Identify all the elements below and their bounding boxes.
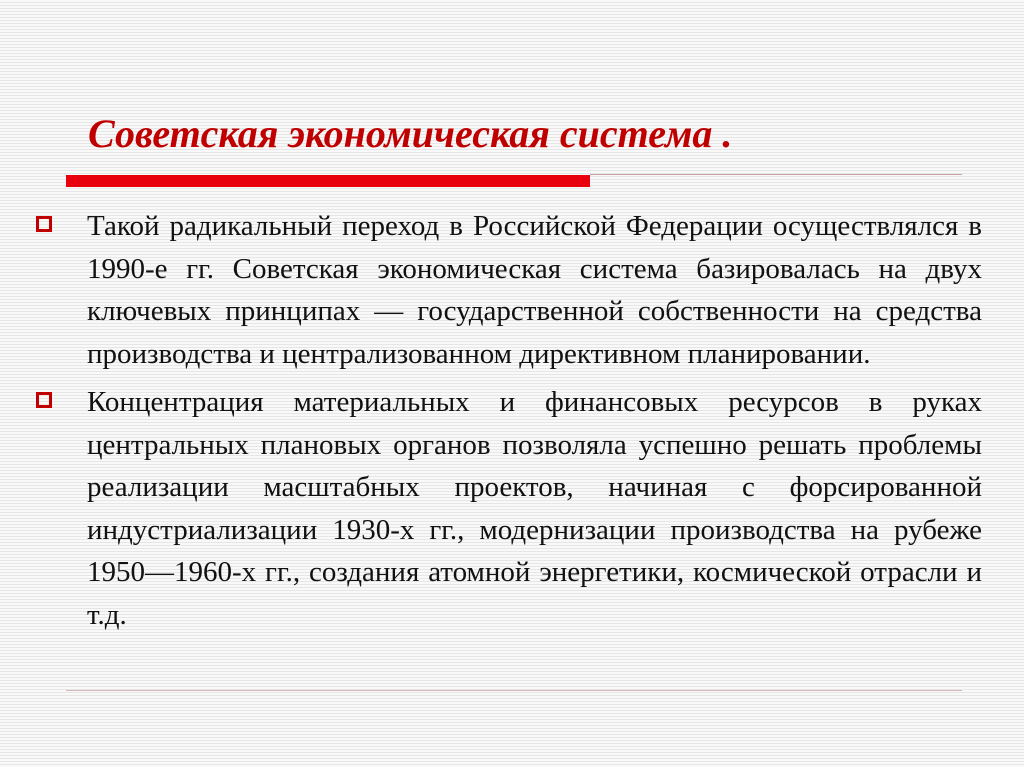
bullet-text-1: Такой радикальный переход в Российской Федерации осуществлялся в 1990-е гг. Советская экономическая система базировалась на двух ключевых принципах — государственной собственности на средства производства и централизованном директивном планировании. — [87, 210, 982, 370]
slide-body — [30, 205, 982, 642]
bullet-text-2: Концентрация материальных и финансовых ресурсов в руках центральных плановых органов позволяла успешно решать проблемы реализации масштабных проектов, начиная с форсированной индустриализации 1930-х гг., модернизации производства на рубеже 1950—1960-х гг., создания атомной энергетики, космической отрасли и т.д. — [87, 386, 982, 631]
hollow-square-bullet-icon — [36, 216, 52, 232]
footer-divider-line — [66, 690, 962, 691]
title-divider-line — [590, 174, 962, 175]
hollow-square-bullet-icon — [36, 392, 52, 408]
bullet-item-2 — [30, 381, 982, 636]
slide-title: Советская экономическая система . — [88, 111, 733, 156]
bullet-item-1 — [30, 205, 982, 375]
title-underline-bar — [66, 175, 590, 187]
